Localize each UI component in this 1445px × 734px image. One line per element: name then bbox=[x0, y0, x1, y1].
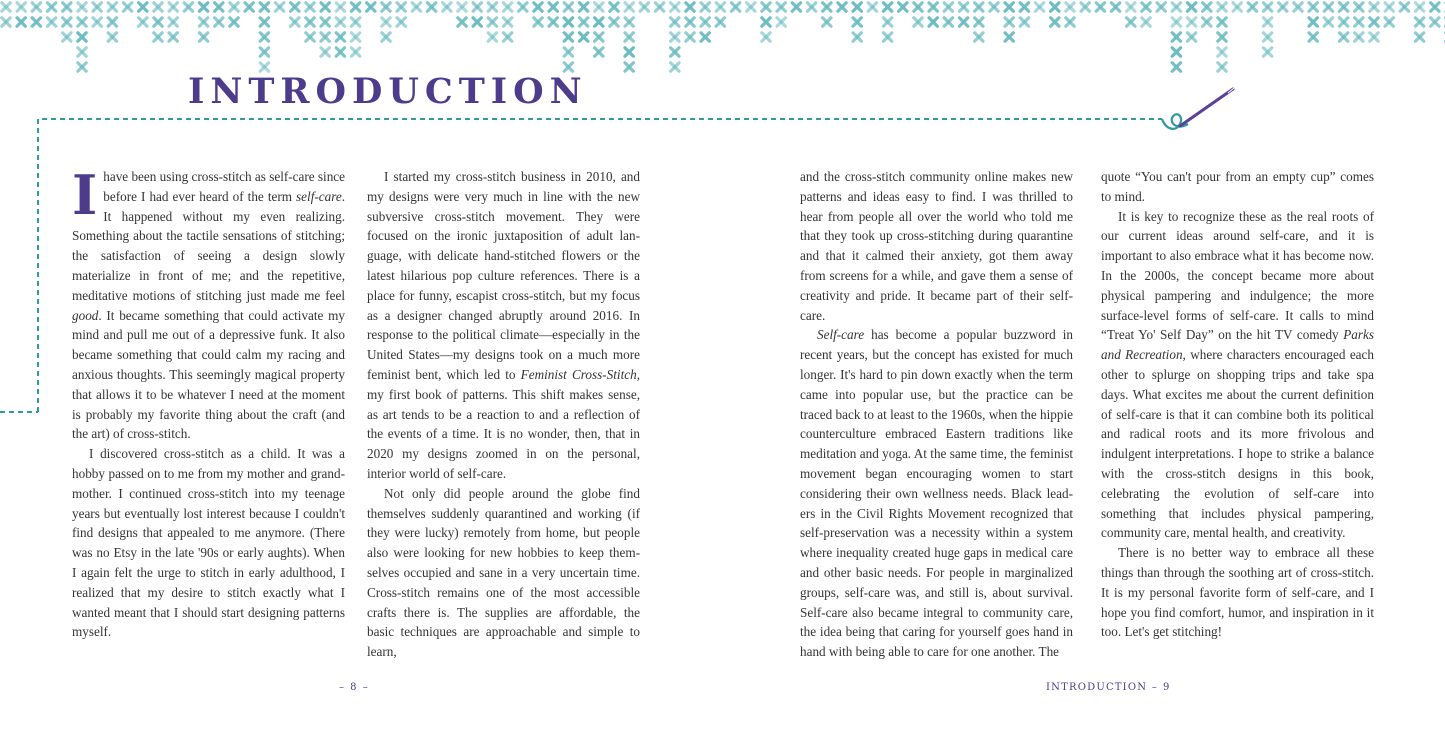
cross-stitch-mark bbox=[1263, 18, 1271, 26]
page-title: INTRODUCTION bbox=[188, 71, 588, 112]
cross-stitch-mark bbox=[458, 18, 466, 26]
cross-stitch-mark bbox=[1294, 3, 1302, 11]
paragraph bbox=[367, 167, 640, 484]
cross-stitch-mark bbox=[1218, 18, 1226, 26]
cross-stitch-mark bbox=[154, 3, 162, 11]
cross-stitch-mark bbox=[1370, 18, 1378, 26]
cross-stitch-mark bbox=[549, 18, 557, 26]
cross-stitch-mark bbox=[1415, 18, 1423, 26]
cross-stitch-mark bbox=[1370, 33, 1378, 41]
cross-stitch-mark bbox=[32, 3, 40, 11]
cross-stitch-mark bbox=[1309, 33, 1317, 41]
cross-stitch-mark bbox=[2, 3, 10, 11]
cross-stitch-mark bbox=[1051, 18, 1059, 26]
cross-stitch-mark bbox=[564, 48, 572, 56]
cross-stitch-mark bbox=[382, 18, 390, 26]
page-number: – 9 bbox=[1151, 682, 1171, 693]
cross-stitch-mark bbox=[944, 3, 952, 11]
cross-stitch-mark bbox=[914, 18, 922, 26]
emphasis: self-care bbox=[296, 188, 342, 204]
cross-stitch-mark bbox=[1431, 18, 1439, 26]
paragraph: quote “You can't pour from an empty cup” comes to mind. bbox=[1101, 169, 1374, 204]
cross-stitch-mark bbox=[336, 18, 344, 26]
cross-stitch-mark bbox=[1111, 3, 1119, 11]
cross-stitch-mark bbox=[2, 18, 10, 26]
cross-stitch-mark bbox=[291, 18, 299, 26]
cross-stitch-mark bbox=[1127, 18, 1135, 26]
cross-stitch-mark bbox=[1263, 33, 1271, 41]
cross-stitch-mark bbox=[351, 48, 359, 56]
cross-stitch-mark bbox=[1035, 3, 1043, 11]
cross-stitch-mark bbox=[671, 48, 679, 56]
cross-stitch-mark bbox=[853, 3, 861, 11]
cross-stitch-mark bbox=[473, 3, 481, 11]
cross-stitch-mark bbox=[1431, 3, 1439, 11]
cross-stitch-mark bbox=[351, 18, 359, 26]
cross-stitch-mark bbox=[291, 3, 299, 11]
cross-stitch-mark bbox=[1066, 18, 1074, 26]
cross-stitch-mark bbox=[1415, 33, 1423, 41]
cross-stitch-mark bbox=[1218, 48, 1226, 56]
cross-stitch-mark bbox=[336, 48, 344, 56]
cross-stitch-mark bbox=[731, 3, 739, 11]
drop-cap: I bbox=[72, 163, 98, 227]
cross-stitch-mark bbox=[154, 33, 162, 41]
cross-stitch-mark bbox=[777, 18, 785, 26]
cross-stitch-mark bbox=[169, 18, 177, 26]
text-column-2 bbox=[367, 167, 640, 662]
cross-stitch-mark bbox=[1233, 3, 1241, 11]
cross-stitch-mark bbox=[458, 3, 466, 11]
cross-stitch-mark bbox=[260, 18, 268, 26]
cross-stitch-mark bbox=[108, 18, 116, 26]
cross-stitch-mark bbox=[1415, 3, 1423, 11]
cross-stitch-mark bbox=[625, 18, 633, 26]
cross-stitch-mark bbox=[883, 33, 891, 41]
cross-stitch-mark bbox=[579, 33, 587, 41]
cross-stitch-mark bbox=[519, 3, 527, 11]
cross-stitch-mark bbox=[1172, 48, 1180, 56]
paragraph: There is no better way to embrace all these things than through the soothing art of cross-stitch. It is my personal favorite form of self-care, and I hope you find comfort, humor, and inspiration in it too. Let's get stitching! bbox=[1101, 545, 1374, 640]
cross-stitch-mark bbox=[93, 3, 101, 11]
cross-stitch-mark bbox=[47, 18, 55, 26]
cross-stitch-mark bbox=[595, 3, 603, 11]
cross-stitch-mark bbox=[78, 33, 86, 41]
cross-stitch-mark bbox=[488, 33, 496, 41]
cross-stitch-mark bbox=[1157, 3, 1165, 11]
cross-stitch-mark bbox=[1263, 3, 1271, 11]
cross-stitch-mark bbox=[306, 3, 314, 11]
cross-stitch-mark bbox=[975, 3, 983, 11]
cross-stitch-mark bbox=[1051, 3, 1059, 11]
cross-stitch-mark bbox=[1005, 3, 1013, 11]
cross-stitch-mark bbox=[671, 33, 679, 41]
cross-stitch-mark bbox=[534, 18, 542, 26]
cross-stitch-mark bbox=[990, 3, 998, 11]
cross-stitch-mark bbox=[382, 33, 390, 41]
cross-stitch-mark bbox=[306, 18, 314, 26]
cross-stitch-mark bbox=[853, 18, 861, 26]
cross-stitch-mark bbox=[139, 3, 147, 11]
cross-stitch-mark bbox=[1172, 63, 1180, 71]
cross-stitch-mark bbox=[1324, 18, 1332, 26]
cross-stitch-mark bbox=[610, 3, 618, 11]
cross-stitch-mark bbox=[1081, 3, 1089, 11]
cross-stitch-mark bbox=[1127, 3, 1135, 11]
cross-stitch-mark bbox=[1279, 3, 1287, 11]
cross-stitch-mark bbox=[1355, 18, 1363, 26]
cross-stitch-mark bbox=[412, 3, 420, 11]
text: . It happened without my even realizing. Something about the tactile sensations of stitching; the satisfaction of seeing a design slowly materialize in front of me; and the repetitive, meditative motions of stitching just made me feel bbox=[72, 188, 345, 303]
cross-stitch-mark bbox=[747, 3, 755, 11]
paragraph: I discovered cross-stitch as a child. It was a hobby passed on to me from my mother and grandmother. I continued cross-stitch into my teenage years but eventually lost interest because I couldn't find designs that appealed to me anymore. (There was no Etsy in the late '90s or early aughts). When I again felt the urge to stitch in early adulthood, I realized that my desire to stitch exactly what I wanted meant that I should start designing patterns myself. bbox=[72, 446, 345, 640]
cross-stitch-mark bbox=[488, 18, 496, 26]
cross-stitch-mark bbox=[1218, 63, 1226, 71]
cross-stitch-mark bbox=[883, 3, 891, 11]
text: have been using cross-stitch as self-care since before I had ever heard of the term bbox=[103, 169, 345, 204]
cross-stitch-mark bbox=[975, 18, 983, 26]
cross-stitch-mark bbox=[1355, 33, 1363, 41]
page-number-right bbox=[1046, 682, 1171, 693]
text: has become a popular buzzword in recent years, but the concept has existed for much longer. It's hard to pin down exactly when the term came into popular use, but the practice can be traced back to at least to the 1960s, when the hippie counterculture embraced Eastern traditions like meditation and yoga. At the same time, the feminist movement began encouraging women to start considering their own wellness needs. Black leaders in the Civil Rights Movement recognized that self-preservation was a necessity within a system where inequality created huge gaps in medical care and other basic needs. For people in marginalized groups, self-care was, and still is, about survival. Self-care also became integral to community care, the idea being that caring for yourself goes hand in hand with being able to care for one another. The bbox=[800, 327, 1073, 660]
cross-stitch-mark bbox=[716, 3, 724, 11]
cross-stitch-mark bbox=[549, 3, 557, 11]
cross-stitch-mark bbox=[108, 33, 116, 41]
text: , where characters encouraged each other to splurge on shopping trips and take spa days. What excites me about the current definition of self-care is that it can combine both its political and radical roots and its more frivolous and indulgent interpretations. I hope to strike a balance with the cross-stitch designs in this book, celebrating the evolution of self-care into something that includes physical pampering, community care, mental health, and creativity. bbox=[1101, 347, 1374, 541]
cross-stitch-mark bbox=[595, 18, 603, 26]
cross-stitch-mark bbox=[899, 3, 907, 11]
cross-stitch-mark bbox=[883, 18, 891, 26]
cross-stitch-mark bbox=[914, 3, 922, 11]
cross-stitch-mark bbox=[959, 18, 967, 26]
emphasis: Parks and Recreation bbox=[1101, 327, 1374, 363]
text: It is key to recognize these as the real roots of our current ideas around self-care, and it is important to also embrace what it has become now. In the 2000s, the concept became more about physical pampering and indulgence; the more surface-level forms of self-care. It calls to mind “Treat Yo' Self Day” on the hit TV comedy bbox=[1101, 208, 1374, 343]
cross-stitch-mark bbox=[169, 3, 177, 11]
cross-stitch-mark bbox=[260, 33, 268, 41]
cross-stitch-mark bbox=[1400, 3, 1408, 11]
cross-stitch-mark bbox=[762, 18, 770, 26]
cross-stitch-mark bbox=[1203, 3, 1211, 11]
cross-stitch-mark bbox=[1324, 3, 1332, 11]
cross-stitch-mark bbox=[701, 3, 709, 11]
cross-stitch-mark bbox=[1096, 3, 1104, 11]
cross-stitch-mark bbox=[230, 3, 238, 11]
cross-stitch-mark bbox=[230, 18, 238, 26]
cross-stitch-mark bbox=[321, 48, 329, 56]
cross-stitch-mark bbox=[1385, 18, 1393, 26]
cross-stitch-mark bbox=[625, 48, 633, 56]
cross-stitch-mark bbox=[78, 18, 86, 26]
cross-stitch-mark bbox=[1172, 33, 1180, 41]
cross-stitch-mark bbox=[671, 18, 679, 26]
cross-stitch-mark bbox=[336, 33, 344, 41]
cross-stitch-mark bbox=[336, 3, 344, 11]
cross-stitch-mark bbox=[199, 33, 207, 41]
cross-stitch-mark bbox=[1172, 18, 1180, 26]
cross-stitch-mark bbox=[762, 33, 770, 41]
cross-stitch-mark bbox=[321, 18, 329, 26]
cross-stitch-mark bbox=[382, 3, 390, 11]
text-column-3 bbox=[800, 167, 1073, 662]
cross-stitch-mark bbox=[1339, 33, 1347, 41]
cross-stitch-mark bbox=[625, 63, 633, 71]
cross-stitch-mark bbox=[123, 3, 131, 11]
cross-stitch-mark bbox=[47, 3, 55, 11]
cross-stitch-mark bbox=[199, 3, 207, 11]
cross-stitch-mark bbox=[625, 3, 633, 11]
cross-stitch-mark bbox=[1309, 3, 1317, 11]
cross-stitch-mark bbox=[1142, 18, 1150, 26]
paragraph: and the cross-stitch community online makes new patterns and ideas easy to find. I was thrilled to hear from people all over the world who told me that they took up cross-stitching during quarantine and that it calmed their anxiety, got them away from screens for a while, and gave them a sense of creativity and pride. It became part of their self-care. bbox=[800, 169, 1073, 323]
cross-stitch-mark bbox=[397, 3, 405, 11]
cross-stitch-mark bbox=[260, 3, 268, 11]
cross-stitch-mark bbox=[1005, 33, 1013, 41]
cross-stitch-mark bbox=[397, 18, 405, 26]
emphasis: good bbox=[72, 307, 99, 323]
cross-stitch-mark bbox=[1218, 3, 1226, 11]
cross-stitch-mark bbox=[686, 18, 694, 26]
emphasis: Feminist Cross-Stitch bbox=[520, 366, 637, 382]
cross-stitch-mark bbox=[838, 3, 846, 11]
cross-stitch-mark bbox=[78, 63, 86, 71]
cross-stitch-mark bbox=[929, 18, 937, 26]
cross-stitch-mark bbox=[1187, 18, 1195, 26]
cross-stitch-mark bbox=[169, 33, 177, 41]
cross-stitch-mark bbox=[595, 33, 603, 41]
cross-stitch-mark bbox=[564, 18, 572, 26]
cross-stitch-mark bbox=[975, 33, 983, 41]
cross-stitch-mark bbox=[503, 3, 511, 11]
cross-stitch-mark bbox=[63, 3, 71, 11]
cross-stitch-mark bbox=[351, 3, 359, 11]
paragraph bbox=[72, 163, 345, 444]
cross-stitch-mark bbox=[139, 18, 147, 26]
cross-stitch-mark bbox=[154, 18, 162, 26]
cross-stitch-mark bbox=[1309, 18, 1317, 26]
cross-stitch-mark bbox=[1187, 3, 1195, 11]
cross-stitch-mark bbox=[595, 48, 603, 56]
running-head: INTRODUCTION bbox=[1046, 682, 1148, 693]
text: , my first book of patterns. This shift makes sense, as art tends to be a reaction to and a reflection of the events of a time. It is no wonder, then, that in 2020 my designs zoomed in on the personal, interior world of self-care. bbox=[367, 366, 640, 481]
cross-stitch-mark bbox=[1339, 3, 1347, 11]
cross-stitch-mark bbox=[564, 33, 572, 41]
cross-stitch-mark bbox=[245, 3, 253, 11]
cross-stitch-mark bbox=[1218, 33, 1226, 41]
cross-stitch-mark bbox=[1339, 18, 1347, 26]
paragraph bbox=[1101, 207, 1374, 544]
paragraph bbox=[800, 325, 1073, 662]
cross-stitch-mark bbox=[93, 18, 101, 26]
cross-stitch-mark bbox=[823, 3, 831, 11]
cross-stitch-mark bbox=[351, 33, 359, 41]
cross-stitch-mark bbox=[503, 18, 511, 26]
cross-stitch-mark bbox=[1263, 48, 1271, 56]
cross-stitch-mark bbox=[655, 3, 663, 11]
cross-stitch-mark bbox=[671, 3, 679, 11]
cross-stitch-mark bbox=[63, 33, 71, 41]
cross-stitch-mark bbox=[32, 18, 40, 26]
cross-stitch-mark bbox=[321, 3, 329, 11]
text-column-1 bbox=[72, 163, 345, 642]
cross-stitch-mark bbox=[625, 33, 633, 41]
text-column-4 bbox=[1101, 167, 1374, 642]
cross-stitch-mark bbox=[868, 3, 876, 11]
cross-stitch-mark bbox=[716, 18, 724, 26]
cross-stitch-mark bbox=[686, 3, 694, 11]
cross-stitch-mark bbox=[215, 18, 223, 26]
page-number-left: – 8 – bbox=[339, 682, 370, 693]
cross-stitch-mark bbox=[108, 3, 116, 11]
cross-stitch-mark bbox=[17, 3, 25, 11]
cross-stitch-mark bbox=[215, 3, 223, 11]
cross-stitch-mark bbox=[610, 18, 618, 26]
cross-stitch-mark bbox=[1172, 3, 1180, 11]
cross-stitch-mark bbox=[17, 18, 25, 26]
cross-stitch-mark bbox=[762, 3, 770, 11]
cross-stitch-mark bbox=[1355, 3, 1363, 11]
cross-stitch-mark bbox=[1248, 3, 1256, 11]
cross-stitch-mark bbox=[275, 3, 283, 11]
cross-stitch-mark bbox=[701, 33, 709, 41]
paragraph: Not only did people around the globe find themselves suddenly quarantined and working (if they were lucky) remotely from home, but people also were looking for new hobbies to keep themselves occupied and sane in a very uncertain time. Cross-stitch remains one of the most accessible crafts there is. The supplies are affordable, the basic techniques are approachable and simple to learn, bbox=[367, 485, 640, 660]
cross-stitch-mark bbox=[640, 3, 648, 11]
cross-stitch-mark bbox=[443, 3, 451, 11]
needle-and-thread-icon bbox=[1162, 88, 1234, 129]
cross-stitch-mark bbox=[78, 3, 86, 11]
cross-stitch-mark bbox=[777, 3, 785, 11]
cross-stitch-mark bbox=[473, 18, 481, 26]
cross-stitch-mark bbox=[1142, 3, 1150, 11]
cross-stitch-mark bbox=[944, 18, 952, 26]
cross-stitch-mark bbox=[1370, 3, 1378, 11]
cross-stitch-mark bbox=[579, 3, 587, 11]
cross-stitch-mark bbox=[823, 18, 831, 26]
cross-stitch-mark bbox=[427, 3, 435, 11]
cross-stitch-mark bbox=[1203, 18, 1211, 26]
cross-stitch-mark bbox=[853, 33, 861, 41]
cross-stitch-mark bbox=[534, 3, 542, 11]
cross-stitch-mark bbox=[63, 18, 71, 26]
cross-stitch-mark bbox=[1385, 3, 1393, 11]
cross-stitch-mark bbox=[959, 3, 967, 11]
cross-stitch-mark bbox=[306, 33, 314, 41]
cross-stitch-mark bbox=[671, 63, 679, 71]
cross-stitch-mark bbox=[929, 3, 937, 11]
cross-stitch-mark bbox=[686, 33, 694, 41]
emphasis: Self-care bbox=[817, 327, 865, 343]
cross-stitch-mark bbox=[367, 3, 375, 11]
cross-stitch-mark bbox=[1066, 3, 1074, 11]
cross-stitch-mark bbox=[199, 18, 207, 26]
cross-stitch-mark bbox=[488, 3, 496, 11]
cross-stitch-mark bbox=[184, 3, 192, 11]
cross-stitch-mark bbox=[701, 18, 709, 26]
text: . It became something that could activate my mind and pull me out of a depressive funk. It also became something that could calm my racing and anxious thoughts. This seemingly magical property that allows it to be whatever I need at the moment is probably my favorite thing about the craft (and the art) of cross-stitch. bbox=[72, 307, 345, 442]
cross-stitch-mark bbox=[1187, 33, 1195, 41]
text: I started my cross-stitch business in 2010, and my designs were very much in line with the new subversive cross-stitch movement. They were focused on the ironic juxtaposition of adult language, with delicate hand-stitched flowers or the latest hilarious pop culture references. There is a place for funny, escapist cross-stitch, but my focus as a designer changed abruptly around 2016. In response to the political climate—especially in the United States—my designs took on a much more feminist bent, which led to bbox=[367, 169, 640, 382]
cross-stitch-mark bbox=[1020, 18, 1028, 26]
cross-stitch-mark bbox=[1020, 3, 1028, 11]
cross-stitch-mark bbox=[564, 3, 572, 11]
cross-stitch-mark bbox=[807, 3, 815, 11]
cross-stitch-mark bbox=[260, 48, 268, 56]
cross-stitch-mark bbox=[792, 3, 800, 11]
cross-stitch-mark bbox=[1005, 18, 1013, 26]
cross-stitch-mark bbox=[321, 33, 329, 41]
cross-stitch-mark bbox=[503, 33, 511, 41]
cross-stitch-mark bbox=[579, 18, 587, 26]
cross-stitch-mark bbox=[78, 48, 86, 56]
